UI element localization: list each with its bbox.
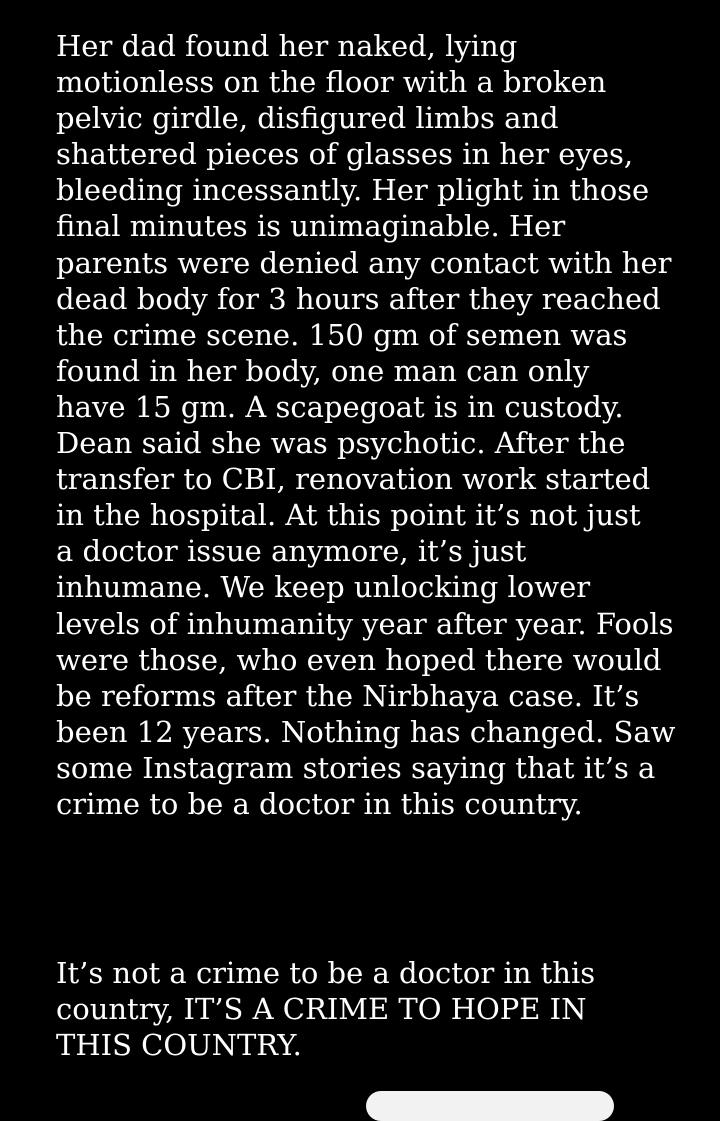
bottom-pill[interactable]: [366, 1091, 614, 1121]
story-paragraph-2: It’s not a crime to be a doctor in this country, IT’S A CRIME TO HOPE IN THIS COUNTRY.: [56, 956, 596, 1063]
story-paragraph-1: Her dad found her naked, lying motionless on the floor with a broken pelvic girdle, disfigured limbs and shattered pieces of glasses in her eyes, bleeding incessantly. Her plight in those final minutes is unimaginable. Her parents were denied any contact with her dead body for 3 hours after they reached the crime scene. 150 gm of semen was found in her body, one man can only have 15 gm. A scapegoat is in custody. Dean said she was psychotic. After the transfer to CBI, renovation work started in the hospital. At this point it’s not just a doctor issue anymore, it’s just inhumane. We keep unlocking lower levels of inhumanity year after year. Fools were those, who even hoped there would be reforms after the Nirbhaya case. It’s been 12 years. Nothing has changed. Saw some Instagram stories saying that it’s a crime to be a doctor in this country.: [56, 29, 676, 821]
